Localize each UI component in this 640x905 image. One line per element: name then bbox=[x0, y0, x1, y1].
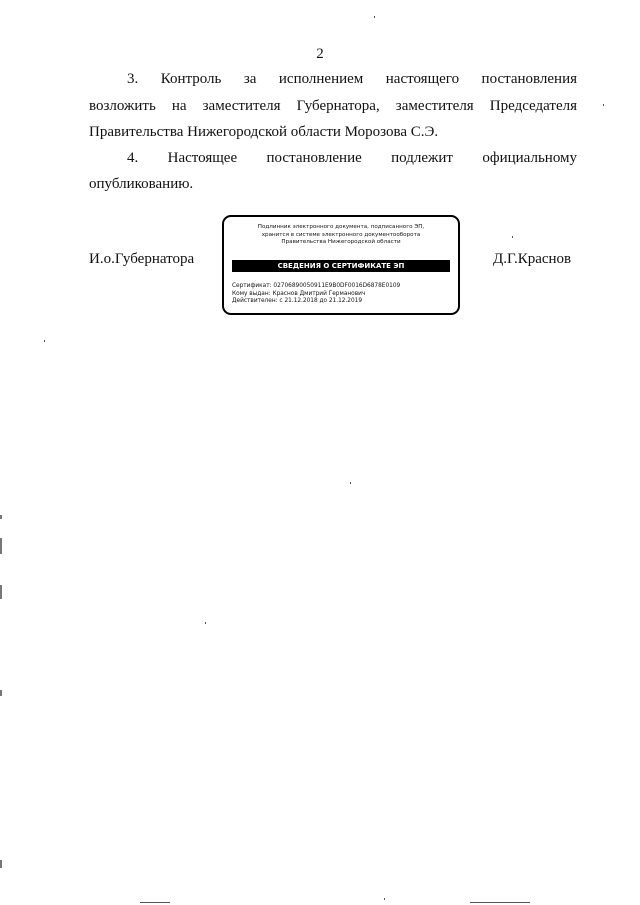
scan-speck bbox=[140, 902, 170, 903]
word: постановления bbox=[481, 71, 578, 87]
stamp-header-line: хранится в системе электронного документооборота bbox=[261, 231, 421, 238]
edge-mark bbox=[0, 538, 2, 554]
scan-speck bbox=[374, 16, 375, 18]
edge-mark bbox=[0, 690, 2, 696]
word: за bbox=[243, 71, 257, 87]
word: 3. bbox=[127, 71, 139, 87]
paragraph-3-line-3: Правительства Нижегородской области Морозова С.Э. bbox=[89, 124, 439, 140]
word: исполнением bbox=[278, 71, 364, 87]
scan-speck bbox=[384, 898, 385, 900]
scan-speck bbox=[603, 104, 604, 106]
word: настоящего bbox=[385, 71, 460, 87]
scan-speck bbox=[470, 902, 530, 903]
word: Контроль bbox=[160, 71, 222, 87]
scan-speck bbox=[205, 622, 206, 624]
scan-speck bbox=[44, 340, 45, 342]
paragraph-3-line-2 bbox=[89, 96, 577, 116]
e-signature-stamp bbox=[222, 215, 460, 315]
stamp-header-line: Подлинник электронного документа, подписанного ЭП, bbox=[257, 224, 425, 230]
word: заместителя bbox=[395, 98, 474, 114]
stamp-title-bar: СВЕДЕНИЯ О СЕРТИФИКАТЕ ЭП bbox=[232, 260, 450, 272]
signatory-position: И.о.Губернатора bbox=[89, 251, 195, 267]
word: Председателя bbox=[489, 98, 578, 114]
scan-speck bbox=[350, 482, 351, 484]
edge-mark bbox=[0, 860, 2, 868]
signatory-name: Д.Г.Краснов bbox=[493, 251, 572, 267]
word: подлежит bbox=[391, 150, 453, 166]
stamp-header bbox=[224, 224, 458, 247]
stamp-header-line: Правительства Нижегородской области bbox=[281, 239, 401, 245]
stamp-validity: Действителен: с 21.12.2018 до 21.12.2019 bbox=[232, 298, 363, 305]
paragraph-3-line-1 bbox=[89, 69, 577, 89]
edge-mark bbox=[0, 585, 2, 599]
edge-mark bbox=[0, 515, 2, 519]
stamp-issued-to: Кому выдан: Краснов Дмитрий Германович bbox=[232, 290, 366, 297]
word: заместителя bbox=[202, 98, 281, 114]
stamp-certificate: Сертификат: 02706890050911E9B0DF0016D6878E0109 bbox=[232, 283, 401, 289]
word: 4. bbox=[127, 150, 139, 166]
stamp-details bbox=[232, 283, 400, 306]
word: Настоящее bbox=[167, 150, 238, 166]
paragraph-4-line-2: опубликованию. bbox=[89, 176, 194, 192]
page-number: 2 bbox=[316, 46, 324, 62]
word: постановление bbox=[266, 150, 362, 166]
scan-speck bbox=[512, 236, 513, 238]
word: Губернатора, bbox=[296, 98, 380, 114]
paragraph-4-line-1 bbox=[89, 148, 577, 168]
word: на bbox=[171, 98, 187, 114]
word: возложить bbox=[89, 98, 156, 114]
word: официальному bbox=[482, 150, 578, 166]
